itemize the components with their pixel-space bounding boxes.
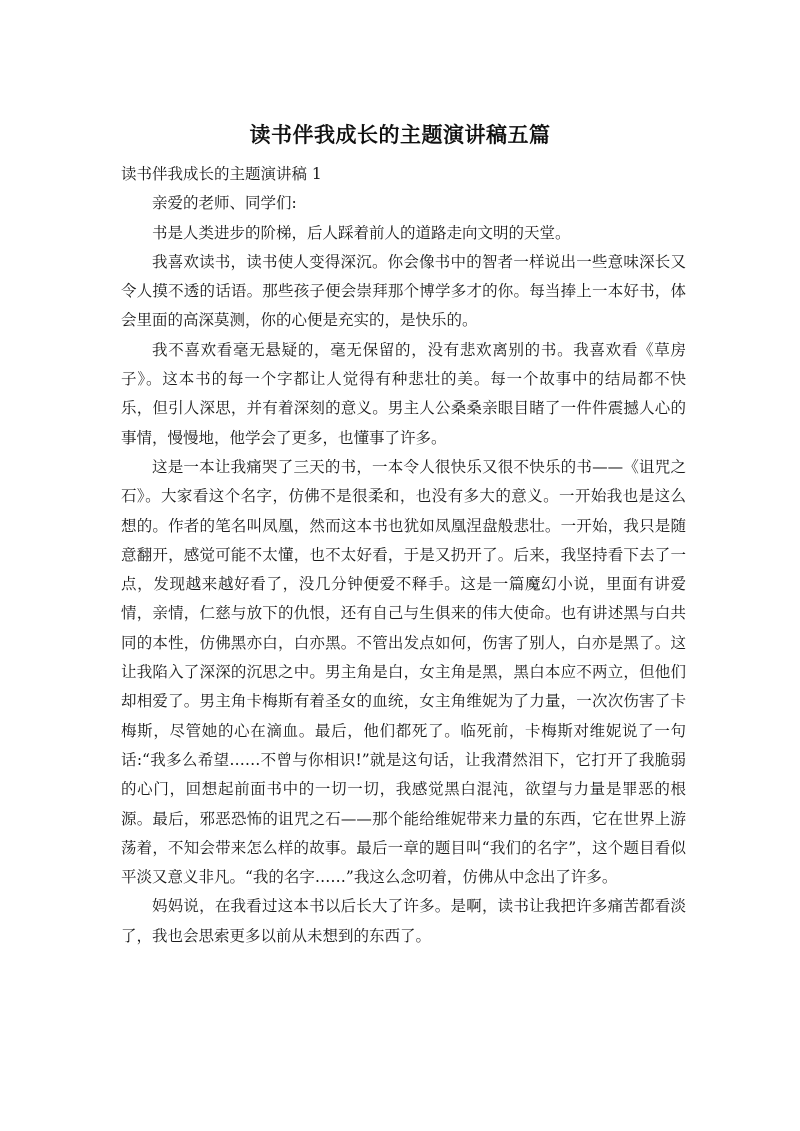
paragraph-2: 我喜欢读书，读书使人变得深沉。你会像书中的智者一样说出一些意味深长又令人摸不透的话语。那些孩子便会崇拜那个博学多才的你。每当捧上一本好书，体会里面的高深莫测，你的心便是充实的，是快乐的。 [121,252,686,330]
paragraph-3: 我不喜欢看毫无悬疑的，毫无保留的，没有悲欢离别的书。我喜欢看《草房子》。这本书的每一个字都让人觉得有种悲壮的美。每一个故事中的结局都不快乐，但引人深思，并有着深刻的意义。男主人公桑桑亲眼目睹了一件件震撼人心的事情，慢慢地，他学会了更多，也懂事了许多。 [121,340,686,447]
paragraph-greeting: 亲爱的老师、同学们: [152,194,297,213]
paragraph-5: 妈妈说，在我看过这本书以后长大了许多。是啊，读书让我把许多痛苦都看淡了，我也会思索更多以前从未想到的东西了。 [121,897,686,945]
paragraph-1: 书是人类进步的阶梯，后人踩着前人的道路走向文明的天堂。 [152,223,571,242]
document-subtitle: 读书伴我成长的主题演讲稿 1 [121,165,322,183]
paragraph-4: 这是一本让我痛哭了三天的书，一本令人很快乐又很不快乐的书——《诅咒之石》。大家看这个名字，仿佛不是很柔和，也没有多大的意义。一开始我也是这么想的。作者的笔名叫凤凰，然而这本书也犹如凤凰涅盘般悲壮。一开始，我只是随意翻开，感觉可能不太懂，也不太好看，于是又扔开了。后来，我坚持看下去了一点，发现越来越好看了，没几分钟便爱不释手。这是一篇魔幻小说，里面有讲爱情，亲情，仁慈与放下的仇恨，还有自己与生俱来的伟大使命。也有讲述黑与白共同的本性，仿佛黑亦白，白亦黑。不管出发点如何，伤害了别人，白亦是黑了。这让我陷入了深深的沉思之中。男主角是白，女主角是黑，黑白本应不两立，但他们却相爱了。男主角卡梅斯有着圣女的血统，女主角维妮为了力量，一次次伤害了卡梅斯，尽管她的心在滴血。最后，他们都死了。临死前，卡梅斯对维妮说了一句话:“我多么希望……不曾与你相识!”就是这句话，让我潸然泪下，它打开了我脆弱的心门，回想起前面书中的一切一切，我感觉黑白混沌，欲望与力量是罪恶的根源。最后，邪恶恐怖的诅咒之石——那个能给维妮带来力量的东西，它在世界上游荡着，不知会带来怎么样的故事。最后一章的题目叫“我们的名字”，这个题目看似平淡又意义非凡。“我的名字……”我这么念叨着，仿佛从中念出了许多。 [121,457,686,887]
document-body [121,160,686,951]
document-title: 读书伴我成长的主题演讲稿五篇 [249,123,551,147]
